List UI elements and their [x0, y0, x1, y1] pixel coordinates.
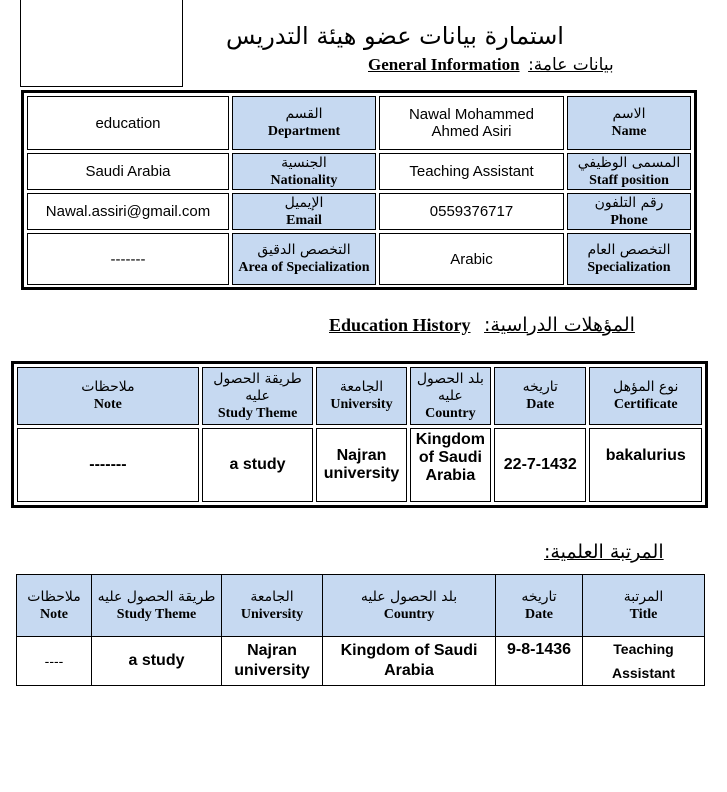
label-en: University	[330, 397, 393, 412]
header-date	[496, 575, 583, 637]
study-theme-value: a study	[92, 637, 222, 686]
label-ar: الاسم	[612, 106, 646, 122]
label-en: Country	[425, 405, 476, 421]
table-row	[27, 153, 691, 190]
specialization-label	[567, 233, 691, 285]
label-en: Nationality	[270, 172, 338, 188]
label-en: Staff position	[589, 172, 669, 188]
general-info-table	[21, 90, 697, 290]
note-value: -------	[17, 428, 199, 502]
specialization-value: Arabic	[379, 233, 564, 285]
label-ar: الجامعة	[250, 588, 294, 605]
label-ar: الجامعة	[339, 379, 384, 395]
header-title	[583, 575, 705, 637]
staff-position-value: Teaching Assistant	[379, 153, 564, 190]
country-value: Kingdom of Saudi Arabia	[410, 428, 491, 502]
label-ar: المسمى الوظيفي	[577, 154, 681, 171]
date-value: 22-7-1432	[494, 428, 586, 502]
header-certificate	[589, 367, 702, 425]
education-heading-ar: المؤهلات الدراسية:	[484, 314, 635, 336]
label-ar: طريقة الحصول عليه	[97, 588, 216, 605]
title-value: Teaching Assistant	[583, 637, 705, 686]
header-study-theme	[202, 367, 313, 425]
nationality-value: Saudi Arabia	[27, 153, 229, 190]
label-ar: ملاحظات	[81, 379, 135, 395]
label-en: Note	[93, 397, 122, 412]
label-ar: بلد الحصول عليه	[360, 588, 458, 605]
country-value: Kingdom of Saudi Arabia	[323, 637, 496, 686]
rank-table	[16, 574, 705, 686]
header-university	[316, 367, 406, 425]
label-en: Email	[286, 212, 322, 228]
label-en: Phone	[610, 212, 648, 228]
label-ar: نوع المؤهل	[613, 379, 679, 395]
university-value: Najran university	[222, 637, 323, 686]
label-ar: الإيميل	[284, 194, 324, 211]
table-row	[17, 428, 702, 502]
email-label	[232, 193, 376, 230]
photo-placeholder	[20, 0, 183, 87]
table-row	[17, 637, 705, 686]
label-ar: تاريخه	[522, 379, 558, 395]
table-row	[27, 233, 691, 285]
label-en: Country	[383, 606, 435, 622]
university-value: Najran university	[316, 428, 406, 502]
education-heading	[329, 314, 635, 336]
label-en: Note	[40, 606, 68, 622]
label-en: Date	[526, 397, 555, 412]
department-label	[232, 96, 376, 150]
area-of-specialization-value: -------	[27, 233, 229, 285]
label-en: Certificate	[613, 397, 678, 412]
label-en: Date	[525, 606, 553, 622]
label-ar: المرتبة	[623, 588, 664, 605]
name-label	[567, 96, 691, 150]
label-en: Area of Specialization	[238, 260, 370, 275]
phone-label	[567, 193, 691, 230]
staff-position-label	[567, 153, 691, 190]
general-info-heading-en: General Information	[368, 55, 520, 74]
note-value: ----	[17, 637, 92, 686]
label-en: Specialization	[587, 260, 671, 275]
table-row	[27, 193, 691, 230]
rank-heading: المرتبة العلمية:	[544, 541, 664, 563]
label-ar: القسم	[285, 106, 323, 122]
label-en: Study Theme	[116, 606, 197, 622]
header-date	[494, 367, 586, 425]
label-en: University	[240, 606, 304, 622]
label-en: Department	[267, 124, 341, 139]
label-en: Title	[629, 606, 658, 622]
label-ar: تاريخه	[521, 588, 557, 605]
education-heading-en: Education History	[329, 315, 471, 335]
table-row	[27, 96, 691, 150]
header-university	[222, 575, 323, 637]
header-country	[323, 575, 496, 637]
header-study-theme	[92, 575, 222, 637]
header-country	[410, 367, 491, 425]
label-ar: التخصص العام	[587, 242, 671, 258]
general-info-heading-ar: بيانات عامة:	[528, 55, 614, 75]
label-ar: طريقة الحصول عليه	[213, 370, 302, 404]
label-en: Name	[611, 124, 647, 139]
label-ar: التخصص الدقيق	[257, 242, 351, 258]
table-header-row	[17, 367, 702, 425]
date-value: 9-8-1436	[496, 637, 583, 686]
certificate-value: bakalurius	[589, 428, 702, 502]
label-ar: ملاحظات	[27, 588, 81, 605]
label-ar: الجنسية	[281, 154, 327, 171]
department-value: education	[27, 96, 229, 150]
table-header-row	[17, 575, 705, 637]
area-of-specialization-label	[232, 233, 376, 285]
email-value: Nawal.assiri@gmail.com	[27, 193, 229, 230]
nationality-label	[232, 153, 376, 190]
name-value: Nawal Mohammed Ahmed Asiri	[379, 96, 564, 150]
phone-value: 0559376717	[379, 193, 564, 230]
general-info-heading	[368, 55, 614, 75]
label-ar: رقم التلفون	[594, 194, 664, 211]
study-theme-value: a study	[202, 428, 313, 502]
education-table	[11, 361, 708, 508]
form-title: استمارة بيانات عضو هيئة التدريس	[226, 22, 564, 50]
label-ar: بلد الحصول عليه	[416, 370, 484, 404]
header-note	[17, 575, 92, 637]
header-note	[17, 367, 199, 425]
label-en: Study Theme	[217, 405, 298, 421]
